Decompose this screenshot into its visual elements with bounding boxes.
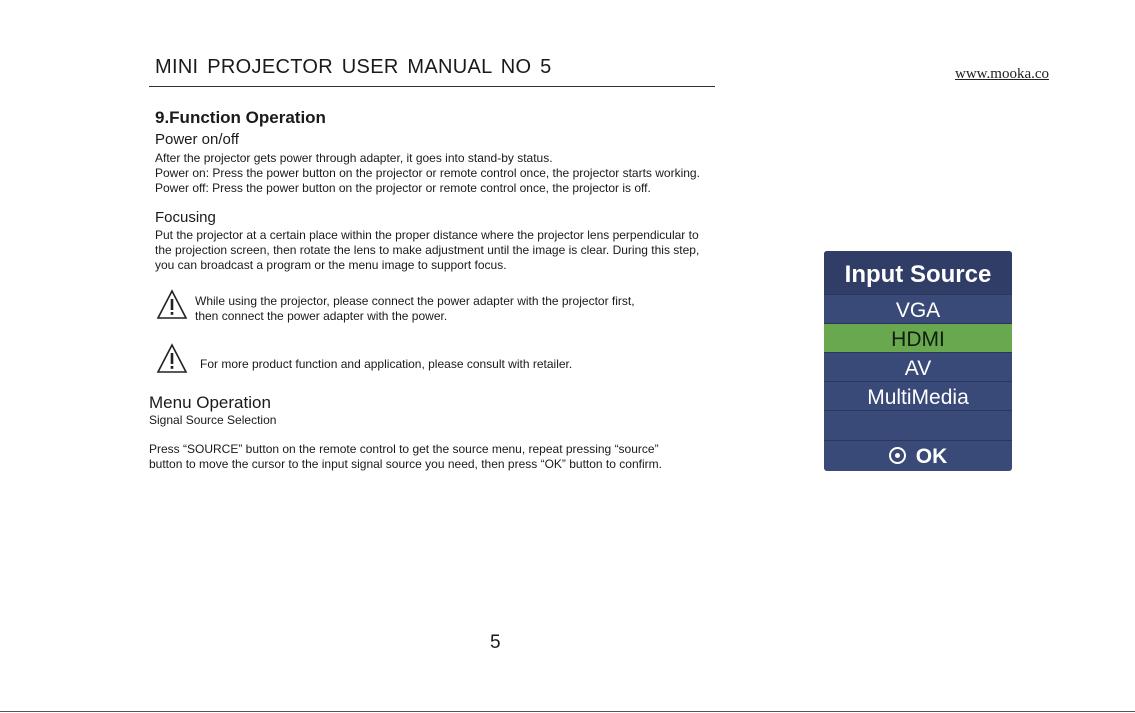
menu-item-vga[interactable]: VGA xyxy=(824,294,1012,323)
power-line: Power on: Press the power button on the projector or remote control once, the projector starts working. xyxy=(155,166,700,180)
power-paragraph xyxy=(155,151,700,196)
warning-triangle-icon xyxy=(156,289,188,319)
menu-operation-paragraph xyxy=(149,442,662,472)
focusing-heading: Focusing xyxy=(155,209,216,226)
document-title: MINI PROJECTOR USER MANUAL NO 5 xyxy=(155,56,552,78)
menu-item-hdmi[interactable]: HDMI xyxy=(824,323,1012,352)
warning-line: then connect the power adapter with the power. xyxy=(195,309,448,323)
menu-operation-line: Press “SOURCE” button on the remote control to get the source menu, repeat pressing “source” xyxy=(149,442,659,456)
menu-operation-line: button to move the cursor to the input signal source you need, then press “OK” button to confirm. xyxy=(149,457,662,471)
menu-item-empty xyxy=(824,410,1012,439)
warning-text xyxy=(200,357,572,372)
power-line: After the projector gets power through adapter, it goes into stand-by status. xyxy=(155,151,553,165)
page-number: 5 xyxy=(490,632,501,653)
warning-line: For more product function and application, please consult with retailer. xyxy=(200,357,573,371)
menu-item-av[interactable]: AV xyxy=(824,352,1012,381)
ok-label: OK xyxy=(915,445,948,468)
signal-source-subheading: Signal Source Selection xyxy=(149,413,277,427)
warning-triangle-icon xyxy=(156,343,188,373)
menu-item-multimedia[interactable]: MultiMedia xyxy=(824,381,1012,410)
power-line: Power off: Press the power button on the projector or remote control once, the projector is off. xyxy=(155,181,651,195)
input-source-menu xyxy=(824,251,1012,471)
header-divider xyxy=(149,86,715,87)
section-title: 9.Function Operation xyxy=(155,108,326,127)
input-source-title: Input Source xyxy=(824,251,1012,294)
warning-text xyxy=(195,294,635,324)
menu-operation-heading: Menu Operation xyxy=(149,393,271,412)
website-link[interactable]: www.mooka.co xyxy=(955,66,1050,82)
focusing-paragraph xyxy=(155,228,699,273)
power-heading: Power on/off xyxy=(155,131,239,148)
warning-line: While using the projector, please connect the power adapter with the projector first, xyxy=(195,294,635,308)
ok-button[interactable] xyxy=(824,440,1012,471)
focusing-line: the projection screen, then rotate the lens to make adjustment until the image is clear. During this step, xyxy=(155,243,700,257)
ok-circle-icon xyxy=(889,447,906,464)
focusing-line: Put the projector at a certain place within the proper distance where the projector lens perpendicular to xyxy=(155,228,699,242)
footer-divider xyxy=(0,711,1135,712)
focusing-line: you can broadcast a program or the menu image to support focus. xyxy=(155,258,507,272)
